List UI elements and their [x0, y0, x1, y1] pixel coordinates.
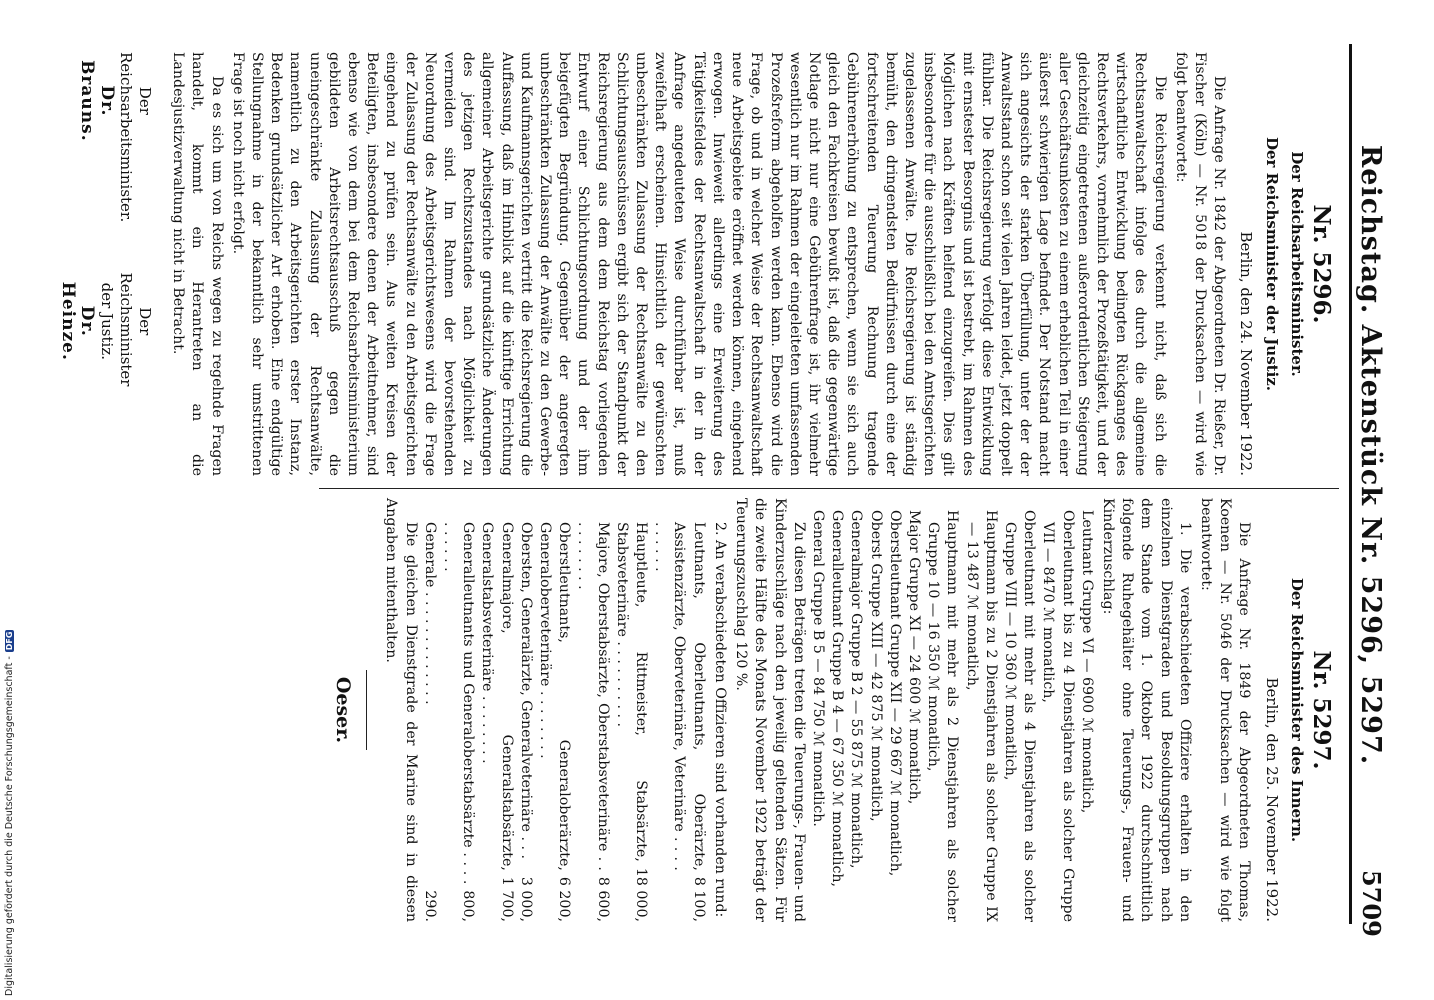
row-value: 3 000,: [517, 876, 534, 922]
signature-block: [58, 52, 154, 476]
row-value: 1 700,: [498, 876, 515, 922]
row-label: Leutnants, Oberleutnants, Oberärzte, Assistenzärzte, Oberveterinäre, Veterinäre . . . . . . . . . .: [652, 522, 707, 871]
page-header-title: Reichstag. Aktenstück Nr. 5296, 5297.: [1355, 144, 1386, 766]
header-rule: [1349, 44, 1352, 924]
row-label: Obersten, Generalärzte, Generalveterinäre . . .: [517, 522, 534, 860]
table-row: [477, 498, 515, 922]
digitization-note: [4, 606, 18, 996]
list-item: Hauptmann bis zu 2 Dienstjahren als solcher Gruppe IX — 13 487 ℳ monatlich,: [963, 510, 999, 922]
row-value: 8 600,: [594, 876, 611, 922]
column-right: [333, 498, 1339, 922]
list-item: Generalmajor Gruppe B 2 — 55 875 ℳ monatlich,: [848, 510, 865, 869]
row-value: 18 000,: [633, 867, 650, 922]
digitization-text: Digitalisierung gefördert durch die Deutsche Forschungsgemeinschaft -: [4, 656, 15, 996]
row-label: Hauptleute, Rittmeister, Stabsärzte, Stabsveterinäre . . . . . . . . . .: [613, 522, 650, 862]
date-5296: Berlin, den 24. November 1922.: [1237, 231, 1256, 476]
list-item: Oberstleutnant Gruppe XII — 29 667 ℳ monatlich,: [886, 510, 903, 877]
page-number: 5709: [1357, 870, 1386, 937]
row-value: 6 200,: [556, 876, 573, 922]
column-left: [58, 52, 1339, 476]
list-item: Oberst Gruppe XIII — 42 875 ℳ monatlich,: [867, 510, 884, 822]
row-label: Majore, Oberstabsärzte, Oberstabsveterinäre . . . . . . . . . .: [575, 522, 611, 871]
row-value: 8 100,: [690, 876, 707, 922]
list-item: Hauptmann mit mehr als 2 Dienstjahren als solcher Gruppe 10 — 16 350 ℳ monatlich,: [925, 510, 961, 922]
table-row: [420, 498, 439, 922]
point-1: 1. Die verabschiedeten Offiziere erhalten in den einzelnen Dienstgraden und Besoldungsgruppen nach dem Stande vom 1. Oktober 1922 durchschnittlich folgende Ruhegehälter ohne Teuerungs-, Frauen- und Kinderzuschlag:: [1099, 498, 1193, 922]
sig-right-title: Der Reichsminister der Justiz.: [97, 272, 155, 387]
paragraph: Die Reichsregierung verkennt nicht, daß sich die Rechtsanwaltschaft infolge des durch die allgemeine wirtschaftliche Entwicklung bedingten Rückganges des Rechtsverkehrs, vornehmlich der Prozeßtätigkeit, und der gleichzeitig eingetretenen außerordentlichen Steigerung aller Geschäftsunkosten zu einem erheblichen Teil in einer äußerst schwierigen Lage befindet. Der Notstand macht sich angesichts der starken Überfüllung, unter der der Anwaltsstand schon seit vielen Jahren leidet, jetzt doppelt fühlbar. Die Reichsregierung verfolgt diese Entwicklung mit ernstester Besorgnis und ist bestrebt, im Rahmen des Möglichen nach Kräften helfend einzugreifen. Dies gilt insbesondere für die ausschließlich bei den Amtsgerichten zugelassenen Anwälte. Die Reichsregierung ist ständig bemüht, den dringendsten Bedürfnissen durch eine der fortschreitenden Teuerung Rechnung tragende Gebührenerhöhung zu entsprechen, wenn sie sich auch gleich den Fachkreisen bewußt ist, daß die gegenwärtige Notlage nicht nur eine Gebührenfrage ist, ihr vielmehr wesentlich nur im Rahmen der eingeleiteten umfassenden Prozeßreform abgeholfen werden kann. Ebenso wird die Frage, ob und in welcher Weise der Rechtsanwaltschaft neue Arbeitsgebiete eröffnet werden können, eingehend erwogen. Inwieweit allerdings eine Erweiterung des Tätigkeitsfeldes der Rechtsanwaltschaft in der in der Anfrage angedeuteten Weise durchführbar ist, muß zweifelhaft erscheinen. Hinsichtlich der gewünschten unbeschränkten Zulassung der Rechtsanwälte zu den Schlichtungsausschüssen ergibt sich der Standpunkt der Reichsregierung aus dem dem Reichstag vorliegenden Entwurf einer Schlichtungsordnung und der ihm beigefügten Begründung. Gegenüber der angeregten unbeschränkten Zulassung der Anwälte zu den Gewerbe- und Kaufmannsgerichten vertritt die Reichsregierung die Auffassung, daß im Hinblick auf die künftige Errichtung allgemeiner Arbeitsgerichte grundsätzliche Änderungen des jetzigen Rechtszustandes nach Möglichkeit zu vermeiden sind. Im Rahmen der bevorstehenden Neuordnung des Arbeitsgerichtswesens wird die Frage der Zulassung der Rechtsanwälte zu den Arbeitsgerichten eingehend zu prüfen sein. Aus weiten Kreisen der Beteiligten, insbesondere denen der Arbeitnehmer, sind ebenso wie von dem bei dem Reichsarbeitsministerium gebildeten Arbeitsrechtsausschuß gegen die uneingeschränkte Zulassung der Rechtsanwälte, namentlich zu den Arbeitsgerichten erster Instanz, Bedenken grundsätzlicher Art erhoben. Eine endgültige Stellungnahme in der bekanntlich sehr umstrittenen Frage ist noch nicht erfolgt.: [229, 52, 1168, 476]
row-label: Generalmajore, Generalstabsärzte, Generalstabsveterinäre . . . . . . . .: [479, 522, 515, 871]
table-row: [516, 498, 535, 922]
sig-left-name: Dr. Brauns.: [77, 60, 117, 142]
intro-5296: Die Anfrage Nr. 1842 der Abgeordneten Dr. Rießer, Dr. Fischer (Köln) — Nr. 5018 der Drucksachen — wird wie folgt beantwortet:: [1172, 52, 1228, 476]
column-divider: [319, 488, 1339, 489]
closing-paragraph: Die gleichen Dienstgrade der Marine sind in diesen Angaben mitenthalten.: [383, 498, 419, 922]
list-item: Major Gruppe XI — 24 600 ℳ monatlich,: [905, 510, 922, 805]
sig-right-name: Dr. Heinze.: [58, 281, 98, 361]
authority-5297: Der Reichsminister des Innern.: [1287, 577, 1306, 843]
date-5297: Berlin, den 25. November 1922.: [1262, 677, 1281, 922]
doc-number-5296: Nr. 5296.: [1308, 204, 1335, 324]
zuschlag-paragraph: Zu diesen Beträgen treten die Teuerungs-, Frauen- und Kinderzuschläge nach den jeweilig geltenden Sätzen. Für die zweite Hälfte des Monats November 1922 beträgt der Teuerungszuschlag 120 %.: [733, 498, 807, 922]
ranks-list: [808, 498, 1096, 922]
point-2: 2. An verabschiedeten Offizieren sind vorhanden rund:: [711, 522, 728, 918]
table-row: [650, 498, 708, 922]
paragraph: Da es sich um von Reichs wegen zu regelnde Fragen handelt, kommt ein Herantreten an die Landesjustizverwaltung nicht in Betracht.: [170, 52, 225, 476]
signature-oeser: Oeser.: [332, 676, 355, 744]
list-item: Leutnant Gruppe VI — 6900 ℳ monatlich,: [1078, 510, 1095, 814]
table-row: [439, 498, 477, 922]
table-row: [612, 498, 650, 922]
dfg-logo: DFG: [5, 631, 14, 651]
list-item: General Gruppe B 5 — 84 750 ℳ monatlich.: [809, 510, 826, 827]
sig-left-title: Der Reichsarbeitsminister.: [116, 52, 155, 223]
table-row: [535, 498, 573, 922]
row-label: Generale . . . . . . . . . . . . .: [421, 522, 438, 705]
authority-1: Der Reichsarbeitsminister.: [1287, 151, 1306, 377]
separator-rule: [366, 670, 367, 750]
list-item: Generalleutnant Gruppe B 4 — 67 350 ℳ monatlich,: [829, 510, 846, 888]
doc-number-5297: Nr. 5297.: [1308, 650, 1335, 770]
list-item: Oberleutnant bis zu 4 Dienstjahren als solcher Gruppe VII — 8470 ℳ monatlich,: [1040, 510, 1076, 922]
row-label: Generalleutnants und Generaloberstabsärzte . . . . . . . . . .: [441, 522, 477, 885]
row-value: 290.: [421, 890, 438, 922]
list-item: Oberleutnant mit mehr als 4 Dienstjahren als solcher Gruppe VIII — 10 360 ℳ monatlich,: [1001, 510, 1038, 922]
intro-5297: Die Anfrage Nr. 1849 der Abgeordneten Thomas, Koenen — Nr. 5046 der Drucksachen — wird wie folgt beantwortet:: [1197, 498, 1253, 922]
row-label: Oberstleutnants, Generaloberärzte, Generaloberveterinäre . . . . . . . .: [537, 522, 573, 871]
table-row: [573, 498, 611, 922]
row-value: 800,: [460, 890, 477, 922]
counts-table: [420, 498, 708, 922]
authority-2: Der Reichsminister der Justiz.: [1262, 136, 1281, 392]
